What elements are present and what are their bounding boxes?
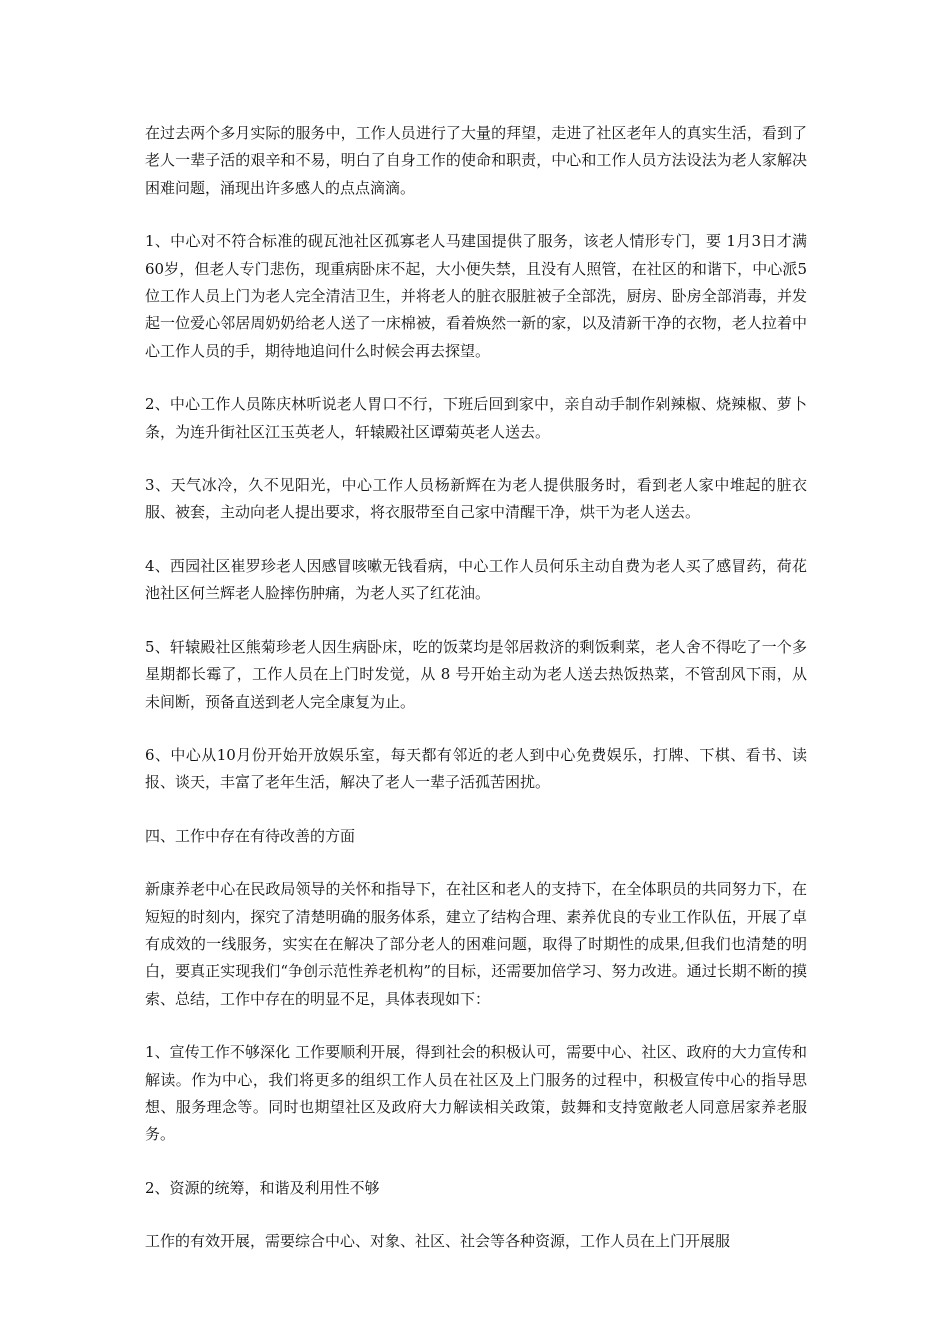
item-6-paragraph: 6、中心从10月份开始开放娱乐室，每天都有邻近的老人到中心免费娱乐，打牌、下棋、看书、读报、谈天，丰富了老年生活，解决了老人一辈子活孤苦困扰。 [145, 745, 807, 792]
document-body [145, 120, 807, 1282]
item-2-paragraph: 2、中心工作人员陈庆林听说老人胃口不行，下班后回到家中，亲自动手制作剁辣椒、烧辣椒、萝卜条，为连升街社区江玉英老人，轩辕殿社区谭菊英老人送去。 [145, 395, 807, 441]
item-3-paragraph: 3、天气冰冷，久不见阳光，中心工作人员杨新辉在为老人提供服务时，看到老人家中堆起的脏衣服、被套，主动向老人提出要求，将衣服带至自己家中清醒干净，烘干为老人送去。 [145, 476, 807, 522]
intro-paragraph: 在过去两个多月实际的服务中，工作人员进行了大量的拜望，走进了社区老年人的真实生活，看到了老人一辈子活的艰辛和不易，明白了自身工作的使命和职责，中心和工作人员方法设法为老人家解决困难问题，涌现出许多感人的点点滴滴。 [145, 124, 807, 197]
item-1-paragraph: 1、中心对不符合标准的砚瓦池社区孤寡老人马建国提供了服务，该老人情形专门，要 1月3日才满60岁，但老人专门悲伤，现重病卧床不起，大小便失禁，且没有人照管，在社区的和谐下，中心派5位工作人员上门为老人完全清洁卫生，并将老人的脏衣服脏被子全部洗，厨房、卧房全部消毒，并发起一位爱心邻居周奶奶给老人送了一床棉被，看着焕然一新的家，以及清新干净的衣物，老人拉着中心工作人员的手，期待地追问什么时候会再去探望。 [145, 232, 807, 360]
section-heading: 四、工作中存在有待改善的方面 [145, 826, 356, 845]
section-intro-paragraph: 新康养老中心在民政局领导的关怀和指导下，在社区和老人的支持下，在全体职员的共同努力下，在短短的时刻内，探究了清楚明确的服务体系，建立了结构合理、素养优良的专业工作队伍，开展了卓有成效的一线服务，实实在在解决了部分老人的困难问题，取得了时期性的成果,但我们也清楚的明白，要真正实现我们“争创示范性养老机构”的目标，还需要加倍学习、努力改进。通过长期不断的摸索、总结，工作中存在的明显不足，具体表现如下： [145, 880, 807, 1008]
item-5-paragraph: 5、轩辕殿社区熊菊珍老人因生病卧床，吃的饭菜均是邻居救济的剩饭剩菜，老人舍不得吃了一个多星期都长霉了，工作人员在上门时发觉，从 8 号开始主动为老人送去热饭热菜，不管刮风下雨，从未间断，预备直送到老人完全康复为止。 [145, 637, 807, 711]
item-4-paragraph: 4、西园社区崔罗珍老人因感冒咳嗽无钱看病，中心工作人员何乐主动自费为老人买了感冒药，荷花池社区何兰辉老人脸摔伤肿痛，为老人买了红花油。 [145, 556, 807, 603]
issue-2-heading: 2、资源的统筹，和谐及利用性不够 [145, 1178, 380, 1197]
issue-2-paragraph: 工作的有效开展，需要综合中心、对象、社区、社会等各种资源，工作人员在上门开展服 [145, 1232, 731, 1251]
issue-1-paragraph: 1、宣传工作不够深化 工作要顺利开展，得到社会的积极认可，需要中心、社区、政府的大力宣传和解读。作为中心，我们将更多的组织工作人员在社区及上门服务的过程中，积极宣传中心的指导思想、服务理念等。同时也期望社区及政府大力解读相关政策，鼓舞和支持宽敞老人同意居家养老服务。 [145, 1043, 807, 1144]
